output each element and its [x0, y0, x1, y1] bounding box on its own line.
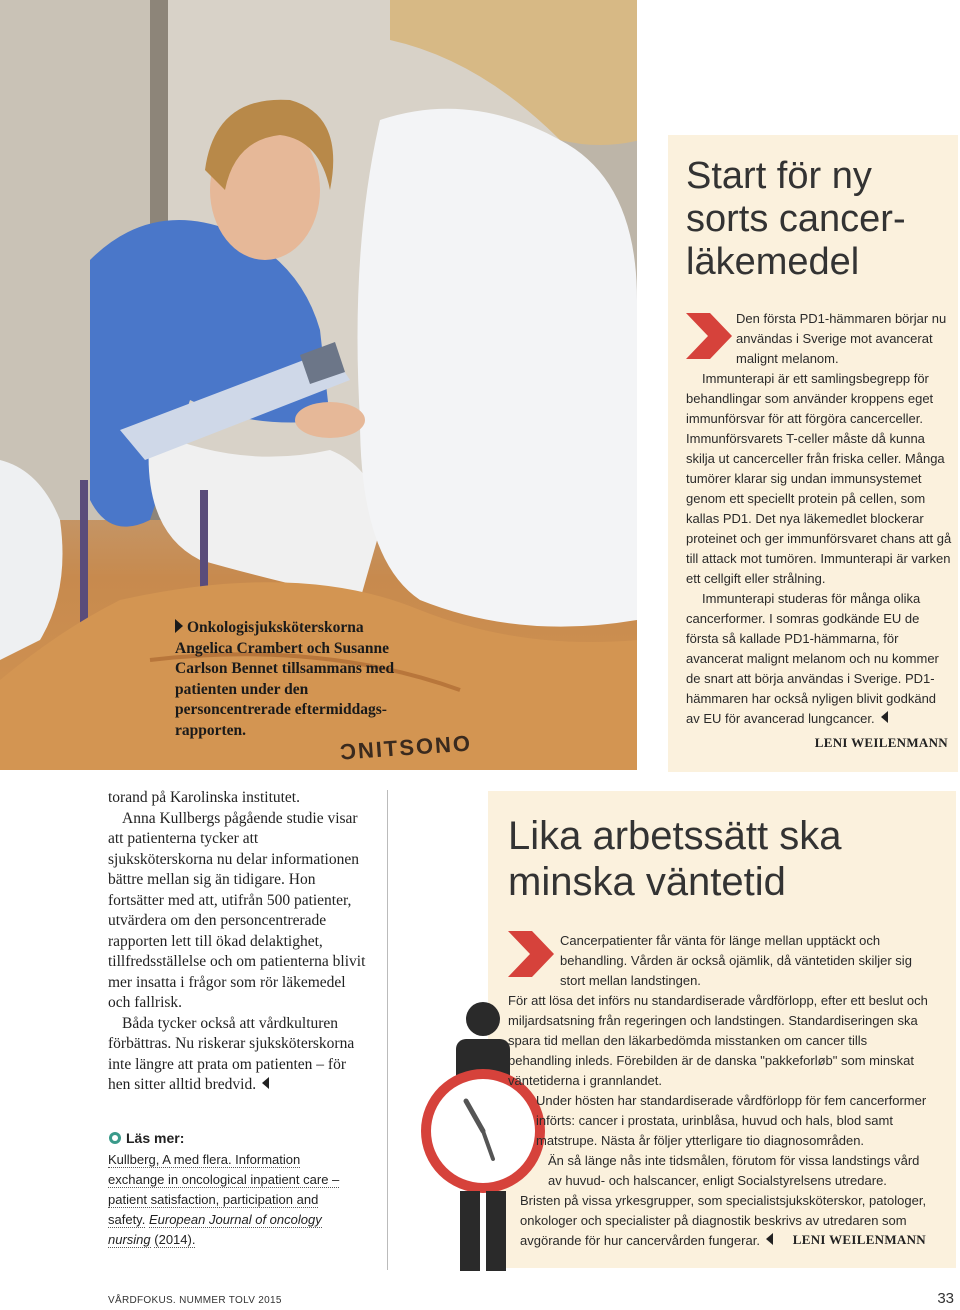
sidebar1-body [686, 369, 952, 729]
sidebar1-author: LENI WEILENMANN [814, 735, 948, 750]
page-number: 33 [937, 1290, 954, 1307]
blanket-print: ƆNITSONO [339, 730, 473, 765]
sidebar2-lead: Cancerpatienter får vänta för länge mellan upptäckt och behandling. Vården är också ojämlik, då väntetiden skiljer sig stort mellan landstingen. [560, 933, 912, 988]
end-mark-icon [881, 711, 888, 723]
read-more [108, 1130, 358, 1250]
sidebar2-para3: Än så länge nås inte tidsmålen, förutom för vissa landstings vård av huvud- och halscancer, enligt Socialstyrelsens utredare. [548, 1153, 920, 1188]
article-body [108, 788, 366, 1096]
caption-arrow-icon [175, 619, 183, 633]
sidebar2-para2: Under hösten har standardiserade vårdförlopp för fem cancerformer införts: cancer i prostata, urinblåsa, huvud och hals, blod samt matstrupe. Nästa år följer ytterligare tio diagnosområden. [536, 1093, 927, 1148]
sidebar2-body [508, 931, 928, 1251]
sidebar1-title: Start för ny sorts cancer-läkemedel [686, 155, 906, 283]
sidebar-immunotherapy [668, 135, 958, 772]
sidebar2-author: LENI WEILENMANN [792, 1232, 926, 1247]
sidebar2-para1: För att lösa det införs nu standardiserade vårdförlopp, efter ett beslut och miljardsatsning från regeringen och landstingen. Standardiseringen ska spara tid mellan den läkarbedömda misstanken om cancer tills behandling inleds. Förebilden är de danska "pakkeforløb" som minskat väntetiderna i grannlandet. [508, 993, 928, 1088]
article-para3: Båda tycker också att vårdkulturen förbättras. Nu riskerar sjuksköterskorna inte längre att prata om patienten – för hen sitter alltid bredvid. [108, 1014, 355, 1093]
article-para2: Anna Kullbergs pågående studie visar att patienterna tycker att sjuksköterskorna nu delar informationen bättre mellan sig än tidigare. Hon fortsätter med att, utifrån 500 patienter, utvärdera om den personcentrerade rapporten lett till ökad delaktighet, tillfredsställelse och om patienterna blivit mer insatta i frågor som rör läkemedel och fallrisk. [108, 809, 366, 1011]
caption-text: Onkologisjuksköterskorna Angelica Crambert och Susanne Carlson Bennet tillsammans med patienten under den personcentrerade eftermiddags-rapporten. [175, 619, 395, 739]
end-mark-icon [262, 1077, 269, 1089]
footer-publication: VÅRDFOKUS. NUMMER TOLV 2015 [108, 1295, 282, 1306]
read-more-label: Läs mer: [126, 1130, 185, 1146]
sidebar2-para4: Bristen på vissa yrkesgrupper, som specialistsjuksköterskor, patologer, onkologer och specialister på diagnostik beskrivs av utredaren som avgörande för hur cancervården fungerar. [520, 1193, 927, 1248]
sidebar1-lead: Den första PD1-hämmaren börjar nu användas i Sverige mot avancerat malignt melanom. [736, 311, 947, 366]
photo-caption [175, 618, 415, 741]
sidebar1-para1: Immunterapi är ett samlingsbegrepp för behandlingar som använder kroppens eget immunförsvar för att förgöra cancerceller. Immunförsvarets T-celler måste då kunna skilja ut cancerceller från friska celler. Många tumörer klarar sig undan immunsystemet genom ett speciellt protein på cellen, som kallas PD1. Det nya läkemedlet blockerar proteinet och ger immunförsvaret chans att gå till attack mot tumören. Immunterapi är varken ett cellgift eller strålning. [686, 371, 952, 586]
read-more-heading [108, 1130, 358, 1146]
end-mark-icon [766, 1233, 773, 1245]
link-icon [108, 1131, 122, 1145]
article-para1: torand på Karolinska institutet. [108, 789, 300, 806]
chevron-right-icon [686, 313, 732, 359]
sidebar2-title: Lika arbetssätt ska minska väntetid [508, 814, 842, 904]
sidebar1-para2: Immunterapi studeras för många olika cancerformer. I somras godkände EU de första så kallade PD1-hämmarna, för avancerat malignt melanom och nu kommer de snart att börja användas i Sverige. PD1-hämmaren har också nyligen blivit godkänd av EU för avancerad lungcancer. [686, 591, 939, 726]
reference-link[interactable]: Kullberg, A med flera. Information exchange in oncological inpatient care – patient satisfaction, participation and safety. European Journal of oncology nursing (2014). [108, 1152, 340, 1247]
sidebar-waiting-times [488, 791, 956, 1268]
